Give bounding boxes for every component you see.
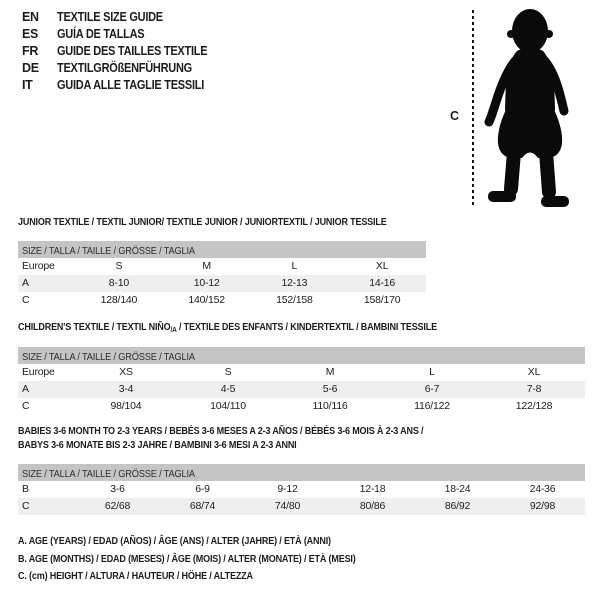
size-header-text: SIZE / TALLA / TAILLE / GRÖSSE / TAGLIA: [22, 351, 195, 363]
language-header: [22, 9, 228, 94]
language-row: [22, 77, 228, 94]
months-cell: 3-6: [110, 483, 125, 495]
table-row-age: [18, 381, 585, 398]
language-row: [22, 26, 228, 43]
age-cell: 7-8: [526, 383, 542, 395]
baby-silhouette-icon: [484, 6, 572, 208]
size-cell: S: [115, 260, 123, 272]
height-cell: 158/170: [363, 294, 401, 306]
height-cell: 74/80: [274, 500, 301, 512]
age-cell: 6-7: [424, 383, 440, 395]
babies-table-title-line1: BABIES 3-6 MONTH TO 2-3 YEARS / BEBÉS 3-6 MESES A 2-3 AÑOS / BÉBÉS 3-6 MOIS À 2-3 ANS /: [18, 425, 424, 437]
guide-title: GUIDA ALLE TAGLIE TESSILI: [57, 78, 205, 92]
table-row-height: [18, 292, 426, 309]
table-row-height: [18, 498, 585, 515]
age-cell: 8-10: [108, 277, 129, 289]
guide-title: TEXTILGRÖßENFÜHRUNG: [57, 61, 192, 75]
row-label: A: [22, 383, 29, 395]
months-cell: 9-12: [277, 483, 298, 495]
row-label: Europe: [22, 260, 55, 272]
months-cell: 18-24: [444, 483, 471, 495]
row-label: A: [22, 277, 29, 289]
months-cell: 6-9: [195, 483, 210, 495]
table-row-height: [18, 398, 585, 415]
height-cell: 128/140: [100, 294, 138, 306]
height-cell: 68/74: [189, 500, 216, 512]
height-cell: 104/110: [210, 400, 246, 412]
table-title-wrap: [18, 320, 585, 335]
table-row-europe: [18, 364, 585, 381]
row-label: B: [22, 483, 29, 495]
guide-title: GUIDE DES TAILLES TEXTILE: [57, 44, 208, 58]
table-title-wrap: [18, 215, 426, 229]
size-header-text: SIZE / TALLA / TAILLE / GRÖSSE / TAGLIA: [22, 468, 195, 480]
note-height-cm: C. (cm) HEIGHT / ALTURA / HAUTEUR / HÖHE / ALTEZZA: [18, 570, 253, 582]
age-cell: 12-13: [281, 277, 308, 289]
junior-table-section: [18, 215, 426, 309]
height-cell: 116/122: [414, 400, 450, 412]
table-row-age: [18, 275, 426, 292]
size-cell: L: [429, 366, 435, 378]
size-cell: XL: [527, 366, 541, 378]
age-cell: 14-16: [369, 277, 396, 289]
size-cell: XL: [375, 260, 389, 272]
guide-title: GUÍA DE TALLAS: [57, 27, 145, 41]
height-measure-line: [472, 10, 474, 207]
size-cell: M: [202, 260, 211, 272]
language-row: [22, 9, 228, 26]
row-label: C: [22, 400, 30, 412]
table-row-months: [18, 481, 585, 498]
table-row-europe: [18, 258, 426, 275]
height-cell: 110/116: [312, 400, 348, 412]
height-cell: 80/86: [359, 500, 386, 512]
height-cell: 92/98: [529, 500, 556, 512]
age-cell: 4-5: [220, 383, 236, 395]
size-cell: L: [291, 260, 298, 272]
age-cell: 10-12: [193, 277, 220, 289]
babies-table-title-line2: BABYS 3-6 MONATE BIS 2-3 JAHRE / BAMBINI 3-6 MESI A 2-3 ANNI: [18, 439, 297, 451]
height-cell: 122/128: [515, 400, 553, 412]
language-row: [22, 60, 228, 77]
legend-notes: [18, 533, 411, 586]
size-cell: M: [325, 366, 335, 378]
height-cell: 62/68: [104, 500, 131, 512]
size-header-bar: [18, 464, 585, 481]
note-age-months: B. AGE (MONTHS) / EDAD (MESES) / ÂGE (MOIS) / ALTER (MONATE) / ETÀ (MESI): [18, 552, 356, 565]
babies-table-section: [18, 424, 585, 515]
months-cell: 24-36: [529, 483, 556, 495]
language-code: ES: [22, 27, 39, 41]
children-table-title: CHILDREN'S TEXTILE / TEXTIL NIÑO/A / TEXTILE DES ENFANTS / KINDERTEXTIL / BAMBINI TESSILE: [18, 321, 437, 334]
height-cell: 140/152: [188, 294, 225, 306]
language-code: FR: [22, 44, 39, 58]
row-label: C: [22, 294, 30, 306]
months-cell: 12-18: [359, 483, 386, 495]
height-measure-label: C: [450, 109, 460, 123]
height-cell: 86/92: [444, 500, 471, 512]
nino-a-subscript: /A: [170, 325, 177, 334]
children-table-section: [18, 320, 585, 415]
note-age-years: A. AGE (YEARS) / EDAD (AÑOS) / ÂGE (ANS) / ALTER (JAHRE) / ETÀ (ANNI): [18, 535, 331, 547]
height-cell: 152/158: [276, 294, 313, 306]
row-label: Europe: [22, 366, 55, 378]
size-header-bar: [18, 241, 426, 258]
table-title-wrap: [18, 424, 585, 452]
size-header-bar: [18, 347, 585, 364]
age-cell: 5-6: [322, 383, 338, 395]
size-header-text: SIZE / TALLA / TAILLE / GRÖSSE / TAGLIA: [22, 245, 195, 257]
language-code: DE: [22, 61, 39, 75]
language-code: IT: [22, 78, 33, 92]
height-cell: 98/104: [110, 400, 142, 412]
language-code: EN: [22, 10, 39, 24]
age-cell: 3-4: [118, 383, 134, 395]
guide-title: TEXTILE SIZE GUIDE: [57, 10, 163, 24]
language-row: [22, 43, 228, 60]
row-label: C: [22, 500, 30, 512]
size-cell: S: [224, 366, 232, 378]
junior-table-title: JUNIOR TEXTILE / TEXTIL JUNIOR/ TEXTILE JUNIOR / JUNIORTEXTIL / JUNIOR TESSILE: [18, 216, 387, 228]
size-cell: XS: [119, 366, 133, 378]
